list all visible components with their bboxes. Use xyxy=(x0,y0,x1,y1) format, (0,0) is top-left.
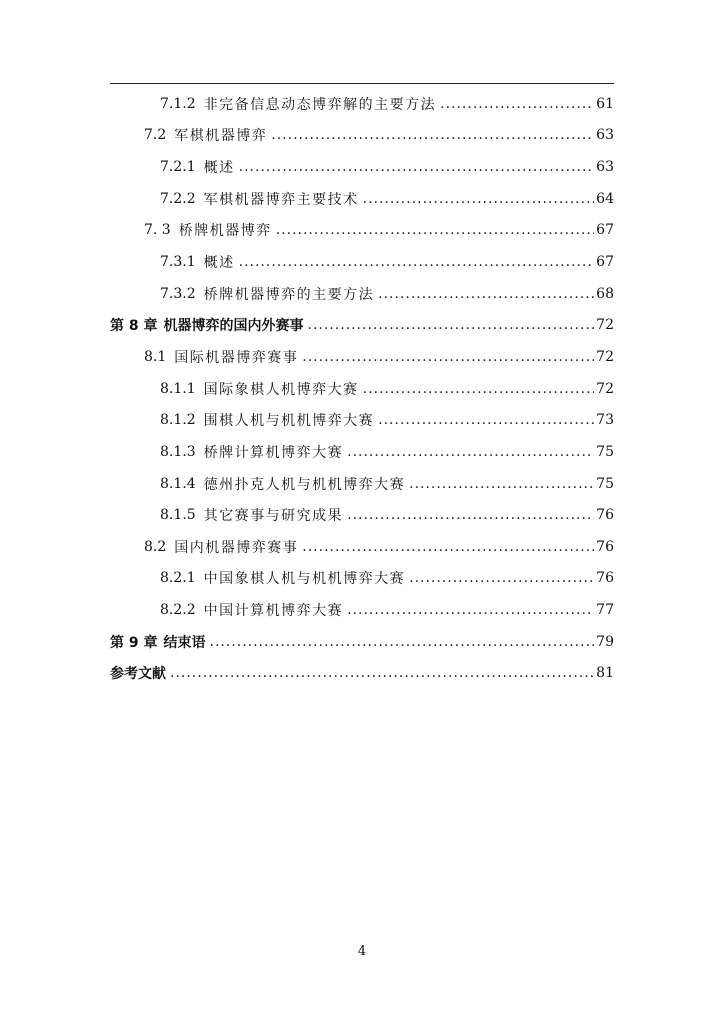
toc-entry-title: 桥牌机器博弈的主要方法 xyxy=(203,286,375,303)
toc-entry-page: 72 xyxy=(596,348,614,365)
dot-leader xyxy=(271,127,594,143)
toc-entry-title: 国内机器博弈赛事 xyxy=(174,539,299,556)
toc-entry[interactable] xyxy=(110,658,614,690)
dot-leader xyxy=(409,476,594,492)
toc-entry-number: 7.2 xyxy=(144,127,167,144)
toc-entry-page: 68 xyxy=(596,285,614,302)
dot-leader xyxy=(440,96,594,112)
toc-entry-number: 7.3.2 xyxy=(160,285,196,302)
toc-entry-number: 8.1 xyxy=(144,348,167,365)
toc-entry-number: 8.2.2 xyxy=(160,602,196,619)
toc-entry-page: 63 xyxy=(596,159,614,176)
dot-leader xyxy=(378,286,594,302)
toc-entry-number: 7.2.1 xyxy=(160,159,196,176)
toc-entry-number: 第 9 章 xyxy=(110,634,158,651)
dot-leader xyxy=(347,507,594,523)
dot-leader xyxy=(347,444,594,460)
toc-entry-title: 机器博弈的国内外赛事 xyxy=(163,318,304,335)
toc-entry-page: 63 xyxy=(596,127,614,144)
dot-leader xyxy=(378,412,594,428)
toc-entry-page: 75 xyxy=(596,443,614,460)
toc-entry[interactable] xyxy=(110,215,614,247)
toc-entry-number: 7.1.2 xyxy=(160,95,196,112)
dot-leader xyxy=(302,349,594,365)
toc-entry-page: 61 xyxy=(596,95,614,112)
toc-entry-title: 军棋机器博弈 xyxy=(174,128,268,145)
toc-entry-number: 8.2 xyxy=(144,538,167,555)
dot-leader xyxy=(363,381,595,397)
toc-entry[interactable] xyxy=(110,151,614,183)
toc-entry-page: 77 xyxy=(596,602,614,619)
dot-leader xyxy=(210,634,595,650)
toc-entry[interactable] xyxy=(110,563,614,595)
toc-entry[interactable] xyxy=(110,436,614,468)
toc-entry[interactable] xyxy=(110,246,614,278)
dot-leader xyxy=(308,317,595,333)
toc-entry-page: 79 xyxy=(596,633,614,650)
dot-leader xyxy=(239,159,595,175)
dot-leader xyxy=(347,602,594,618)
toc-entry-title: 概述 xyxy=(203,160,235,177)
toc-entry-title: 中国象棋人机与机机博弈大赛 xyxy=(203,571,406,588)
dot-leader xyxy=(239,254,595,270)
header-rule xyxy=(110,83,614,84)
toc-entry-title: 其它赛事与研究成果 xyxy=(203,508,344,525)
toc-entry-title: 德州扑克人机与机机博弈大赛 xyxy=(203,476,406,493)
dot-leader xyxy=(409,570,594,586)
toc-entry-number: 7. 3 xyxy=(144,222,171,239)
toc-entry-number: 8.2.1 xyxy=(160,570,196,587)
toc-entry[interactable] xyxy=(110,594,614,626)
toc-entry[interactable] xyxy=(110,531,614,563)
toc-entry[interactable] xyxy=(110,626,614,658)
toc-entry-number: 8.1.3 xyxy=(160,443,196,460)
toc-entry-title: 军棋机器博弈主要技术 xyxy=(203,191,359,208)
toc-entry-page: 64 xyxy=(596,190,614,207)
toc-entry-title: 国际象棋人机博弈大赛 xyxy=(203,381,359,398)
toc-entry-number: 8.1.4 xyxy=(160,475,196,492)
toc-entry[interactable] xyxy=(110,120,614,152)
table-of-contents xyxy=(110,88,614,689)
toc-entry-page: 73 xyxy=(596,412,614,429)
toc-entry[interactable] xyxy=(110,373,614,405)
toc-entry[interactable] xyxy=(110,309,614,341)
dot-leader xyxy=(363,191,595,207)
toc-entry-page: 75 xyxy=(596,475,614,492)
toc-entry-number: 8.1.2 xyxy=(160,412,196,429)
toc-entry-number: 7.3.1 xyxy=(160,254,196,271)
toc-entry-page: 72 xyxy=(596,317,614,334)
toc-entry-title: 国际机器博弈赛事 xyxy=(174,349,299,366)
toc-entry[interactable] xyxy=(110,341,614,373)
toc-entry-page: 72 xyxy=(596,380,614,397)
toc-entry-page: 67 xyxy=(596,222,614,239)
toc-entry-title: 非完备信息动态博弈解的主要方法 xyxy=(203,96,437,113)
toc-entry[interactable] xyxy=(110,88,614,120)
toc-entry[interactable] xyxy=(110,183,614,215)
toc-entry-title: 桥牌计算机博弈大赛 xyxy=(203,444,344,461)
toc-entry-number: 第 8 章 xyxy=(110,318,158,335)
toc-entry-page: 76 xyxy=(596,507,614,524)
toc-entry-number: 7.2.2 xyxy=(160,190,196,207)
toc-entry-page: 76 xyxy=(596,570,614,587)
toc-entry[interactable] xyxy=(110,278,614,310)
toc-entry-page: 76 xyxy=(596,538,614,555)
toc-entry-number: 8.1.1 xyxy=(160,380,196,397)
toc-entry-title: 概述 xyxy=(203,255,235,272)
dot-leader xyxy=(302,539,594,555)
toc-entry-page: 81 xyxy=(596,665,614,682)
dot-leader xyxy=(276,222,594,238)
toc-entry-title: 围棋人机与机机博弈大赛 xyxy=(203,413,375,430)
toc-entry[interactable] xyxy=(110,499,614,531)
toc-entry-page: 67 xyxy=(596,254,614,271)
toc-entry-title: 参考文献 xyxy=(110,666,166,683)
page-number: 4 xyxy=(357,944,367,959)
toc-entry-number: 8.1.5 xyxy=(160,507,196,524)
toc-entry-title: 中国计算机博弈大赛 xyxy=(203,603,344,620)
dot-leader xyxy=(170,665,594,681)
toc-entry-title: 结束语 xyxy=(163,634,206,651)
toc-entry[interactable] xyxy=(110,404,614,436)
toc-entry[interactable] xyxy=(110,468,614,500)
toc-entry-title: 桥牌机器博弈 xyxy=(178,223,272,240)
